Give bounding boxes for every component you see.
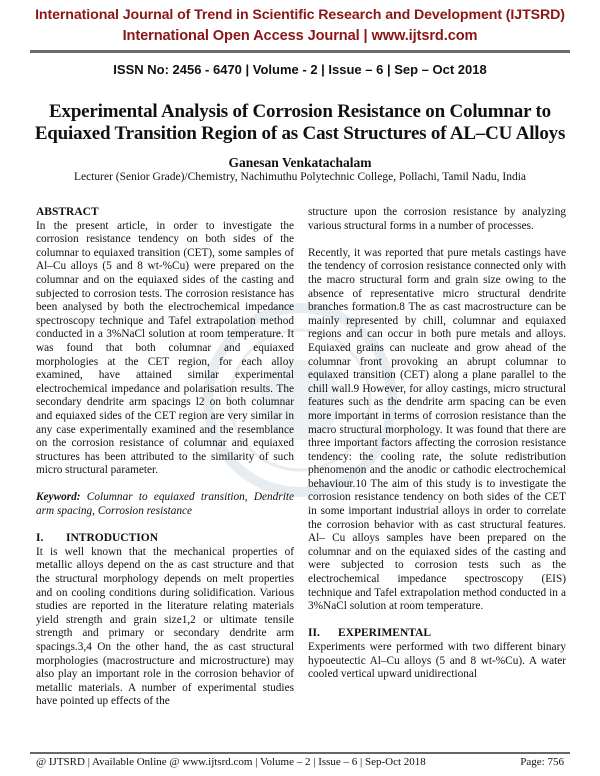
introduction-number: I. [36, 532, 44, 545]
author-name: Ganesan Venkatachalam [228, 155, 372, 170]
header-divider [30, 50, 570, 53]
page-number: Page: 756 [520, 756, 564, 768]
experimental-number: II. [308, 627, 320, 640]
page-footer [36, 756, 564, 768]
experimental-heading [308, 627, 566, 641]
paper-title-line-2: Equiaxed Transition Region of as Cast Structures of AL–CU Alloys [34, 123, 566, 144]
journal-title: International Journal of Trend in Scientific Research and Development (IJTSRD) [35, 7, 565, 23]
right-paragraph-3: Experiments were performed with two different binary hypoeutectic Al–Cu alloys (5 and 8 wt-%Cu). A water cooled vertical upward unidirectional [308, 641, 566, 681]
keywords [36, 491, 294, 518]
journal-subtitle: International Open Access Journal | www.ijtsrd.com [122, 28, 478, 44]
introduction-title: INTRODUCTION [66, 532, 159, 545]
left-column [36, 206, 294, 709]
footer-journal-info: @ IJTSRD | Available Online @ www.ijtsrd.com | Volume – 2 | Issue – 6 | Sep-Oct 2018 [36, 756, 426, 768]
right-paragraph-2: Recently, it was reported that pure metals castings have the tendency of corrosion resistance connected only with the macro structural form and grain size owing to the absence of representative micro structural dendrite branches formation.8 The as cast macrostructure can be mainly represented by chill, columnar and equiaxed regions and can occur in both pure metals and alloys. Equiaxed grains can nucleate and grow ahead of the columnar front provoking an abrupt columnar to equiaxed transition (CET) along a plane parallel to the chill wall.9 However, for alloy castings, micro structural features such as the dendrite arm spacing can be even more important in terms of corrosion resistance than the macro structural morphology. It was found that there are three important factors affecting the corrosion resistance tendency: the cooling rate, the solute redistribution phenomenon and the anodic or cathodic electrochemical behaviour.10 The aim of this study is to investigate the corrosion resistance tendency on both sides of the CET in some important industrial alloys in order to correlate the corrosion behavior with as cast structural features. Al– Cu alloys samples have been prepared on the columnar and on the equiaxed sides of the casting and were subjected to corrosion tests such as the electrochemical impedance spectroscopy (EIS) technique and Tafel extrapolation method conducted in a 3%NaCl solution at room temperature. [308, 246, 566, 613]
abstract-text: In the present article, in order to investigate the corrosion resistance tendency on both sides of the columnar to equiaxed transition (CET), some samples of Al–Cu alloys (5 and 8 wt-%Cu) were prepared on the columnar and on the equiaxed sides of the casting and subjected to corrosion tests. The corrosion resistance has been analysed by both the electrochemical impedance spectroscopy technique and Tafel extrapolation method conducted in a 3%NaCl solution at room temperature. It was found that both columnar and equiaxed morphologies at the CET region, for each alloy examined, have attained similar experimental electrochemical impedance and polarisation results. The secondary dendrite arm spacings l2 on both columnar and equiaxed sides of the CET region are very similar in any case experimentally examined and the resemblance on the corrosion resistance of columnar and equiaxed structures has been attributed to the similarity of such micro structural parameter. [36, 219, 294, 477]
footer-divider [30, 752, 570, 754]
right-column [308, 206, 566, 682]
experimental-title: EXPERIMENTAL [338, 627, 432, 640]
introduction-text: It is well known that the mechanical properties of metallic alloys depend on the as cast structure and that the structural morphology depends on melt properties and on cooling conditions during solidification. Various studies are reported in the literature relating materials yield strength and grain size1,2 or ultimate tensile strength and primary or secondary dendrite arm spacings.3,4 On the other hand, the as cast structural morphologies (macrostructure and microstructure) may also play an important role in the corrosion behavior of metallic materials. A number of experimental studies have pointed up effects of the [36, 545, 294, 708]
right-paragraph-1: structure upon the corrosion resistance by analyzing various structural forms in a number of processes. [308, 206, 566, 232]
introduction-heading [36, 532, 294, 546]
keywords-text: Columnar to equiaxed transition, Dendrite arm spacing, Corrosion resistance [36, 491, 294, 518]
paper-title [20, 101, 580, 145]
author-affiliation: Lecturer (Senior Grade)/Chemistry, Nachimuthu Polytechnic College, Pollachi, Tamil Nadu, India [73, 171, 527, 183]
issn-line: ISSN No: 2456 - 6470 | Volume - 2 | Issue – 6 | Sep – Oct 2018 [113, 62, 487, 77]
paper-title-line-1: Experimental Analysis of Corrosion Resistance on Columnar to [49, 101, 551, 122]
keywords-label: Keyword: [36, 491, 81, 504]
abstract-heading: ABSTRACT [36, 206, 99, 218]
